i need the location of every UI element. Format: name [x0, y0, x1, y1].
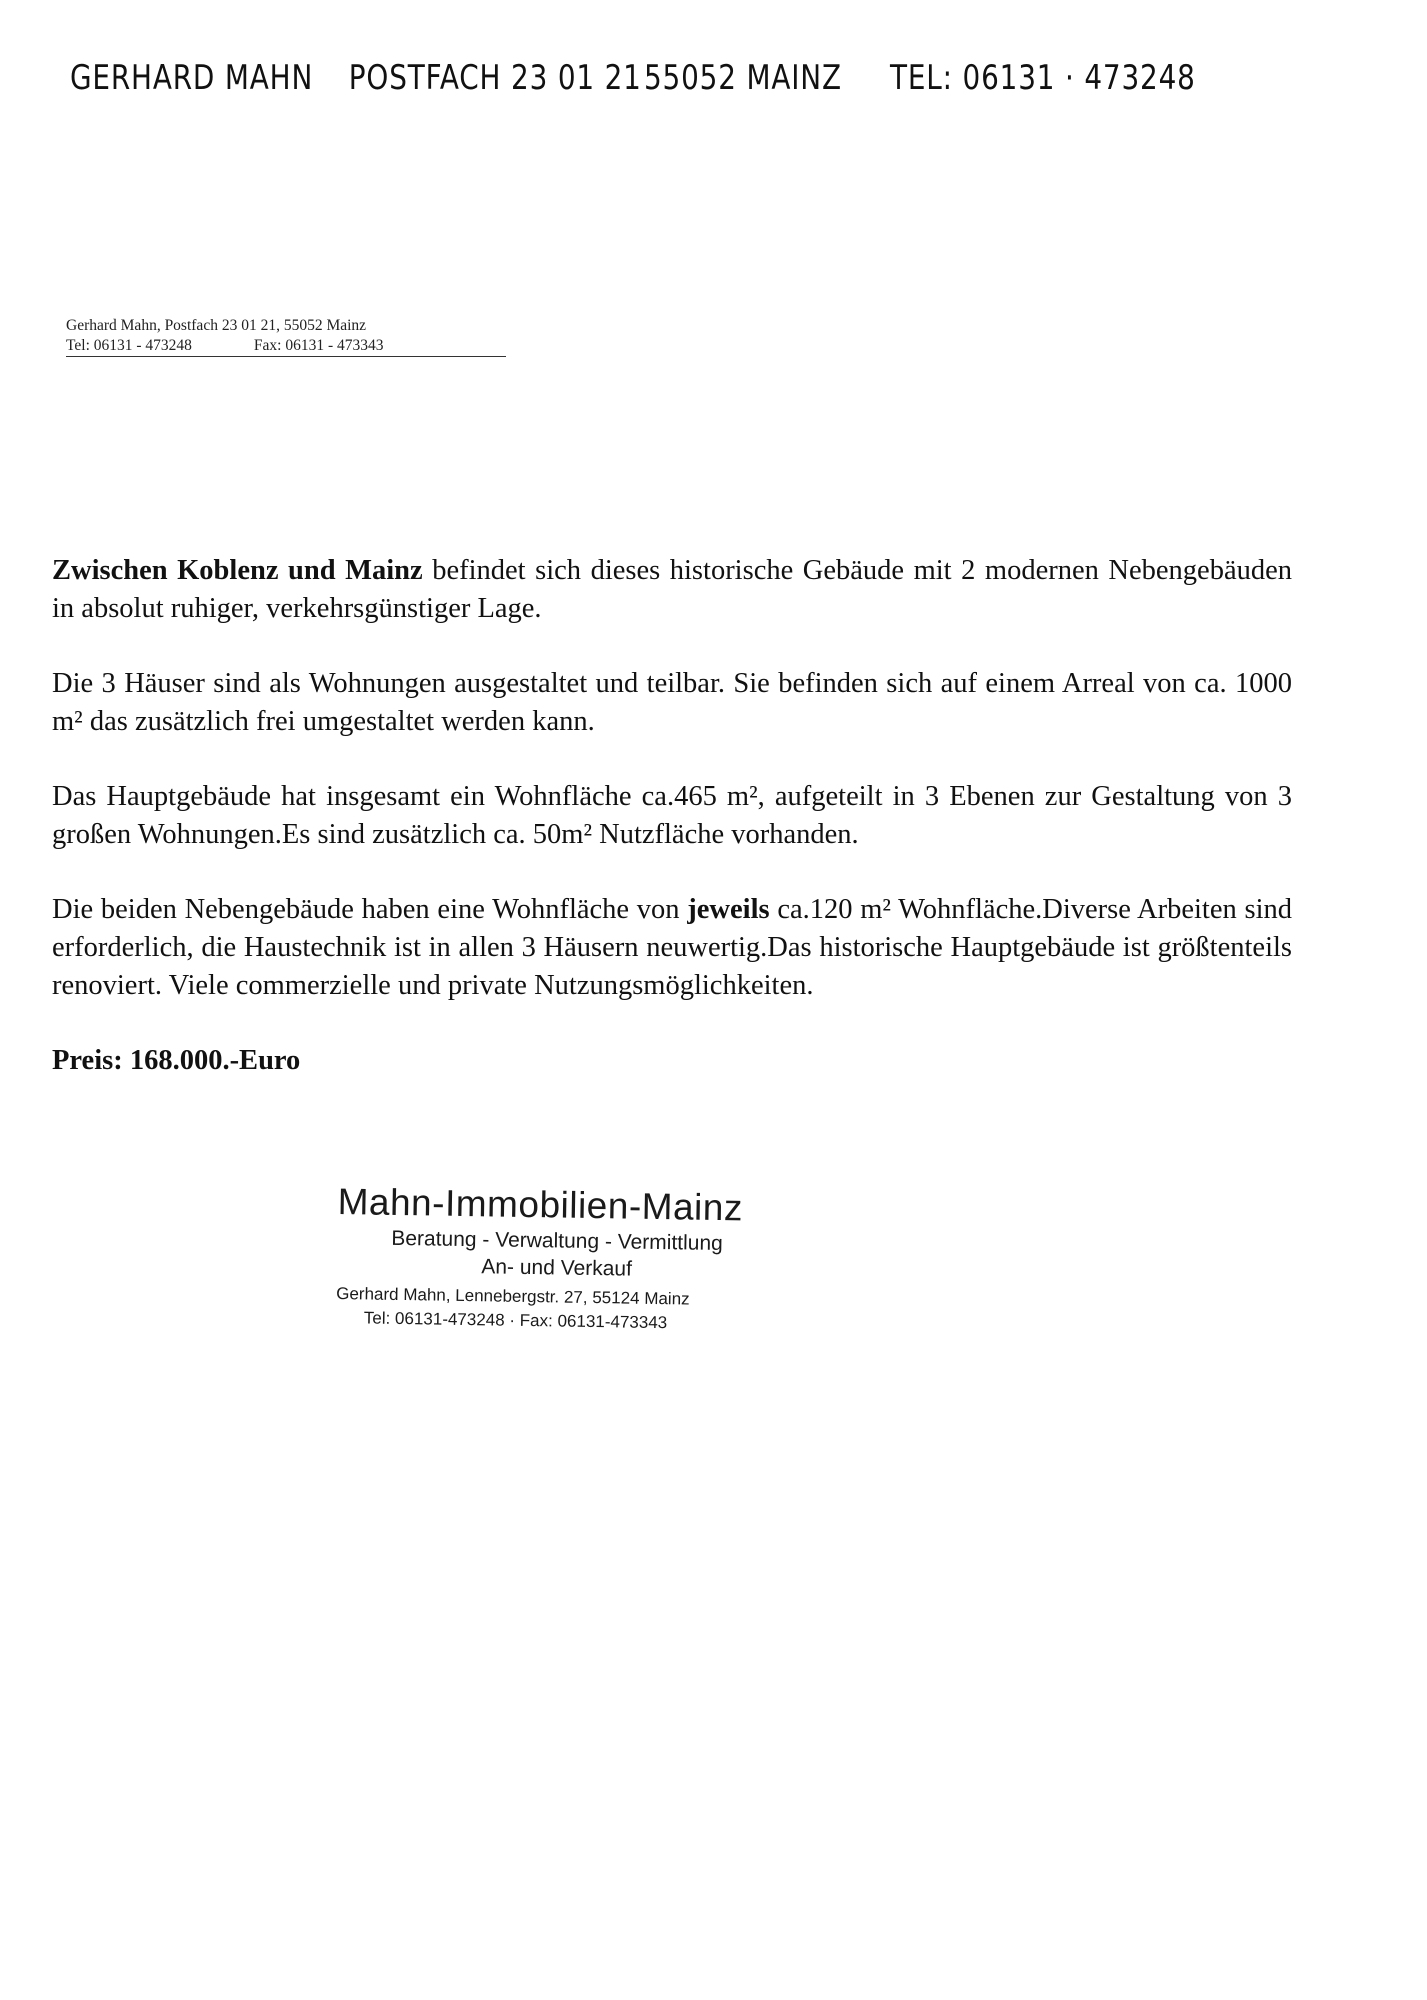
sender-fax: Fax: 06131 - 473343	[253, 337, 384, 354]
paragraph-side-buildings	[52, 891, 1292, 1005]
paragraph-side-text-b: ca.120 m² Wohnfläche.Diverse Arbeiten sind erforderlich, die Haustechnik ist in allen 3 Häusern neuwertig.Das historische Hauptgebäude ist größtenteils renoviert. Viele commerzielle und private Nutzungsmöglichkeiten.	[52, 894, 1292, 1001]
letterhead-name: GERHARD MAHN	[70, 58, 314, 98]
paragraph-houses: Die 3 Häuser sind als Wohnungen ausgestaltet und teilbar. Sie befinden sich auf einem Arreal von ca. 1000 m² das zusätzlich frei umgestaltet werden kann.	[52, 668, 1292, 737]
letter-body	[52, 552, 1292, 1117]
stamp-trade: An- und Verkauf	[481, 1255, 633, 1281]
sender-contact-line	[66, 336, 506, 357]
price: Preis: 168.000.-Euro	[52, 1045, 301, 1076]
sender-address: Gerhard Mahn, Postfach 23 01 21, 55052 Mainz	[66, 317, 367, 334]
letterhead	[70, 58, 1196, 108]
paragraph-side-text-a: Die beiden Nebengebäude haben eine Wohnfläche von	[52, 894, 688, 925]
bold-location-2: Mainz	[345, 555, 423, 586]
paragraph-location	[52, 552, 1292, 628]
letterhead-city: 55052 MAINZ	[644, 58, 842, 98]
stamp-contact: Tel: 06131-473248 · Fax: 06131-473343	[363, 1308, 668, 1333]
letterhead-postbox: POSTFACH 23 01 21	[348, 58, 642, 98]
bold-jeweils: jeweils	[687, 894, 770, 925]
sender-block	[66, 316, 506, 357]
stamp-address: Gerhard Mahn, Lennebergstr. 27, 55124 Mainz	[336, 1283, 690, 1309]
letterhead-tel: TEL: 06131 · 473248	[890, 58, 1196, 98]
sender-tel: Tel: 06131 - 473248	[66, 337, 192, 354]
paragraph-main-building: Das Hauptgebäude hat insgesamt ein Wohnfläche ca.465 m², aufgeteilt in 3 Ebenen zur Gestaltung von 3 großen Wohnungen.Es sind zusätzlich ca. 50m² Nutzfläche vorhanden.	[52, 781, 1292, 850]
bold-location-1: Zwischen Koblenz	[52, 555, 279, 586]
stamp-company: Mahn-Immobilien-Mainz	[337, 1180, 744, 1229]
company-stamp	[336, 1180, 808, 1337]
bold-location-und: und	[278, 555, 346, 586]
stamp-services: Beratung - Verwaltung - Vermittlung	[391, 1226, 723, 1256]
paragraph-location-text: befindet sich dieses historische Gebäude mit 2 modernen Nebengebäuden in absolut ruhiger, verkehrsgünstiger Lage.	[52, 555, 1292, 624]
